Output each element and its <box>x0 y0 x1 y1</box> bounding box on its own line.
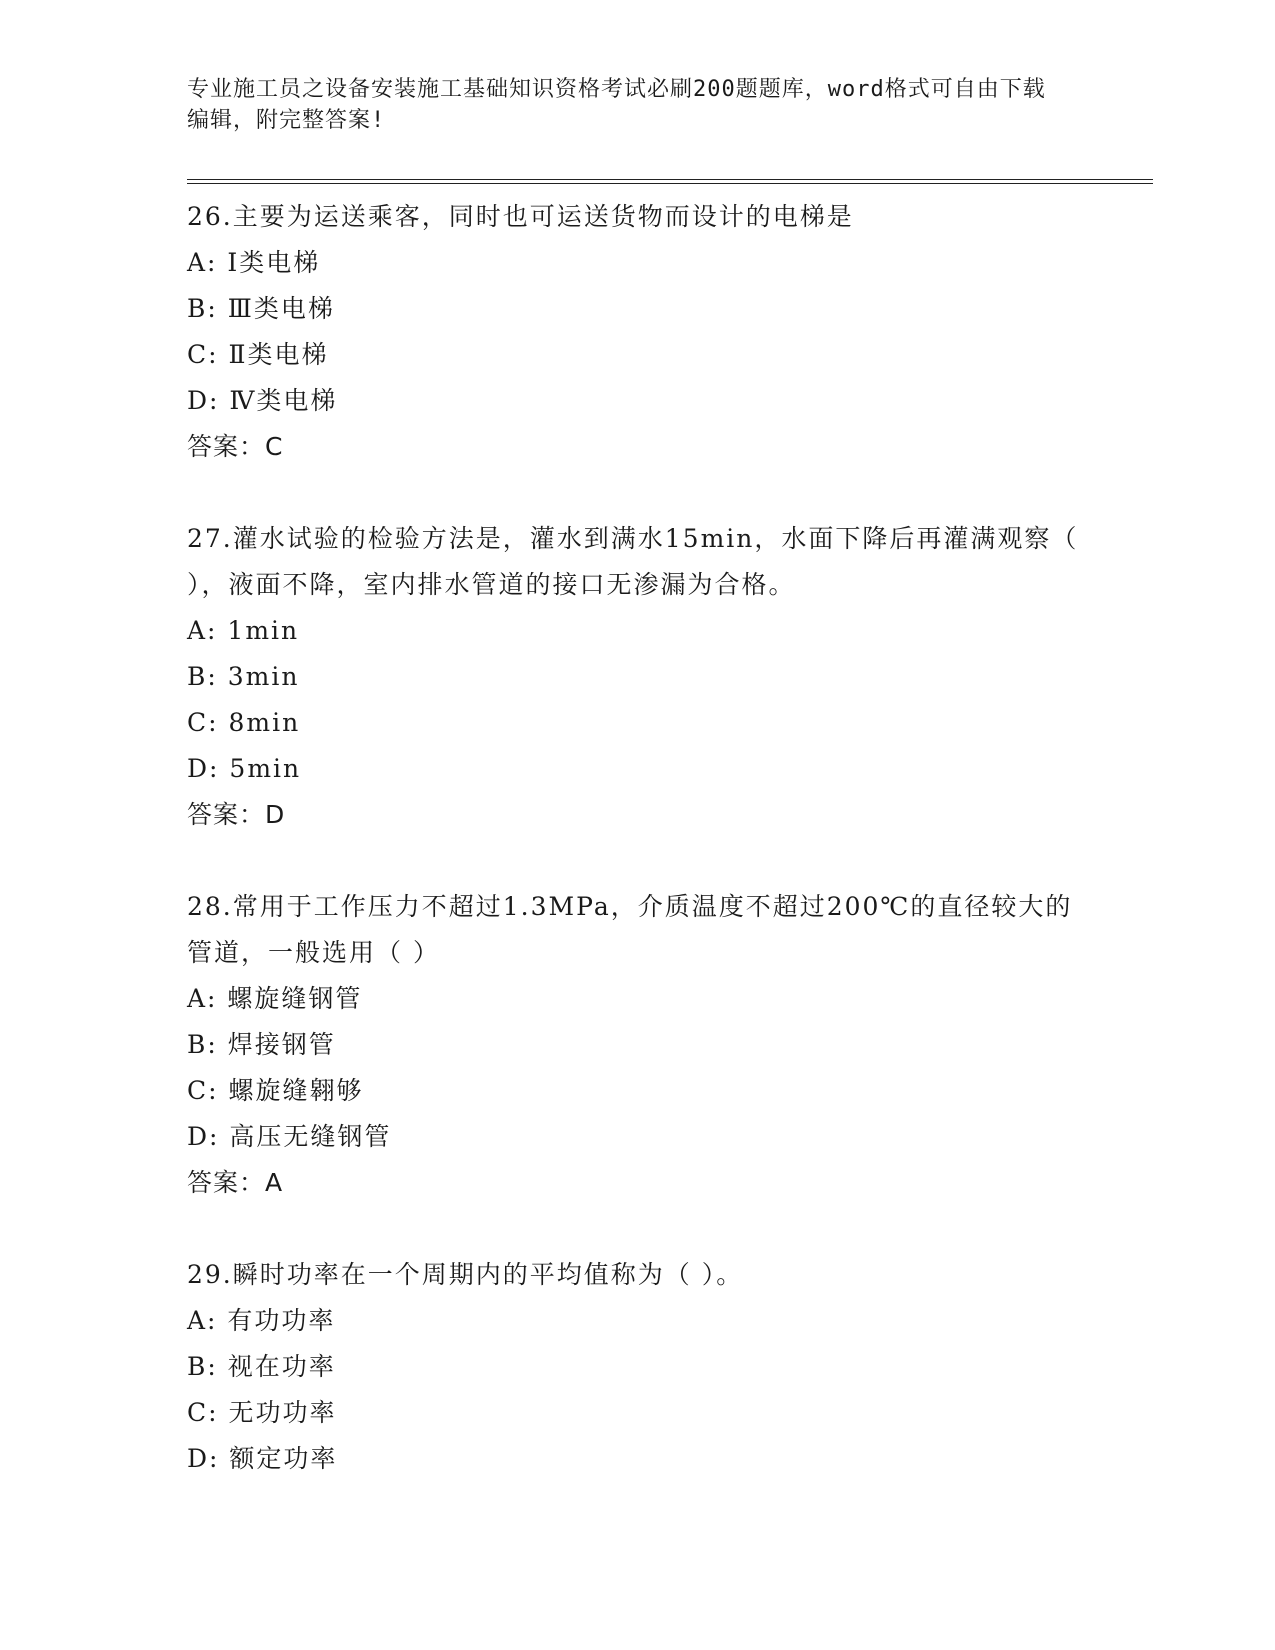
option-d: D: 额定功率 <box>187 1444 338 1473</box>
question-27 <box>187 516 1087 838</box>
header-divider-bottom <box>187 183 1153 184</box>
question-text: 26.主要为运送乘客，同时也可运送货物而设计的电梯是 <box>187 202 854 231</box>
option-d: D: Ⅳ类电梯 <box>187 386 338 415</box>
question-29 <box>187 1252 1087 1482</box>
question-26 <box>187 194 1087 470</box>
option-a: A: 有功功率 <box>187 1306 336 1335</box>
header-divider-top <box>187 179 1153 180</box>
option-c: C: 螺旋缝翱够 <box>187 1076 364 1105</box>
option-d: D: 高压无缝钢管 <box>187 1122 392 1151</box>
question-text: 28.常用于工作压力不超过1.3MPa，介质温度不超过200℃的直径较大的管道，一般选用（ ） <box>187 892 1073 967</box>
option-a: A: Ⅰ类电梯 <box>187 248 321 277</box>
option-c: C: 无功功率 <box>187 1398 337 1427</box>
answer-line: 答案：C <box>187 432 284 461</box>
option-c: C: 8min <box>187 708 301 737</box>
option-b: B: 视在功率 <box>187 1352 336 1381</box>
question-28 <box>187 884 1087 1206</box>
option-a: A: 1min <box>187 616 300 645</box>
option-b: B: Ⅲ类电梯 <box>187 294 335 323</box>
answer-line: 答案：A <box>187 1168 284 1197</box>
option-c: C: Ⅱ类电梯 <box>187 340 329 369</box>
document-header: 专业施工员之设备安装施工基础知识资格考试必刷200题题库，word格式可自由下载编辑，附完整答案! <box>187 77 1046 133</box>
option-b: B: 3min <box>187 662 300 691</box>
option-b: B: 焊接钢管 <box>187 1030 336 1059</box>
answer-line: 答案：D <box>187 800 286 829</box>
question-list <box>187 194 1087 1528</box>
question-text: 29.瞬时功率在一个周期内的平均值称为（ ）。 <box>187 1260 744 1289</box>
question-text: 27.灌水试验的检验方法是，灌水到满水15min，水面下降后再灌满观察（ ），液面不降，室内排水管道的接口无渗漏为合格。 <box>187 524 1079 599</box>
option-d: D: 5min <box>187 754 302 783</box>
option-a: A: 螺旋缝钢管 <box>187 984 363 1013</box>
